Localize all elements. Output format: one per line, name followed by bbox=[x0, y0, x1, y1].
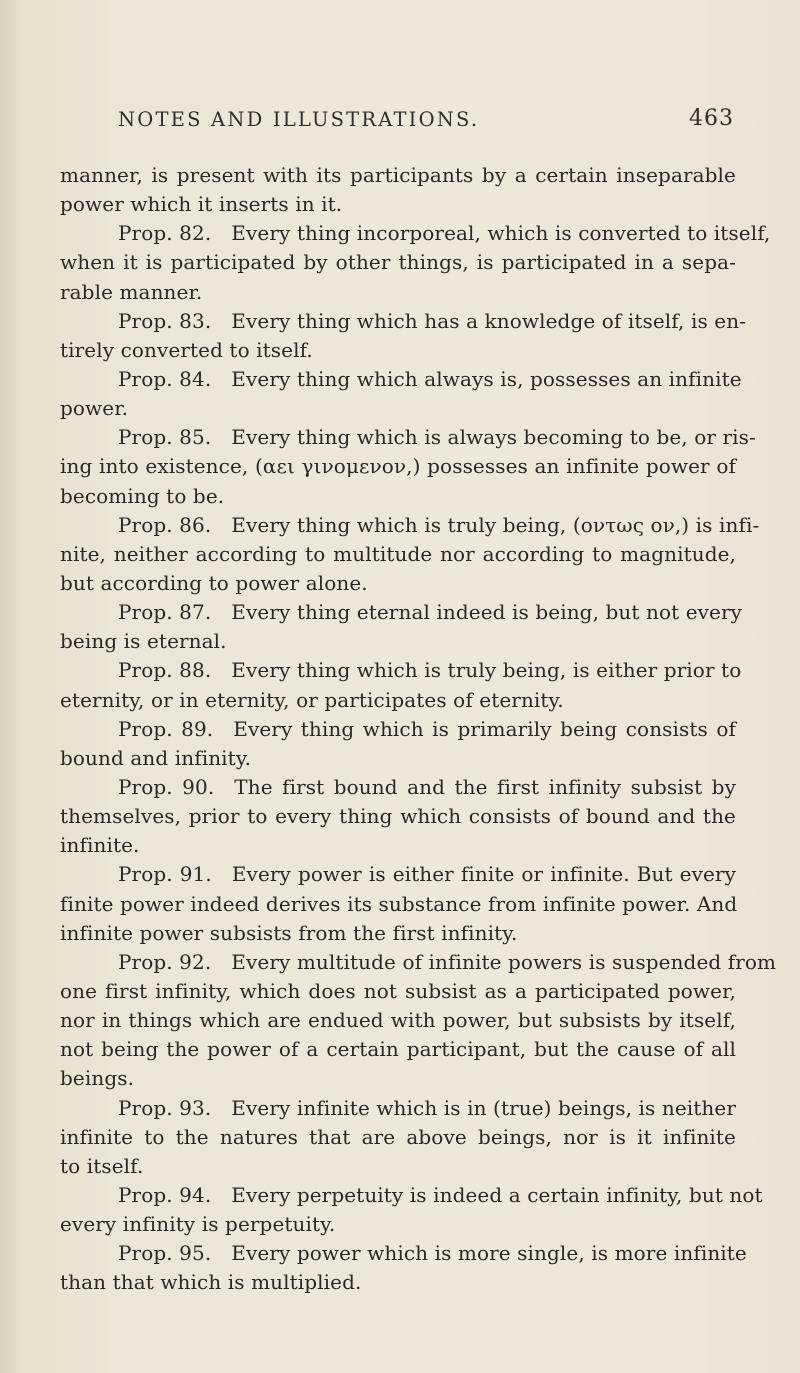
proposition-text: Every thing eternal indeed is being, but not every bbox=[231, 600, 743, 625]
text-line: eternity, or in eternity, or participates of eternity. bbox=[60, 687, 564, 712]
proposition-label: Prop. 93. bbox=[118, 1095, 212, 1120]
text-line: but according to power alone. bbox=[60, 570, 368, 595]
proposition-paragraph bbox=[60, 1094, 736, 1181]
proposition-paragraph bbox=[60, 1239, 747, 1297]
proposition-paragraph bbox=[60, 598, 743, 656]
proposition-text: Every multitude of infinite powers is suspended from bbox=[231, 949, 777, 974]
proposition-paragraph bbox=[60, 219, 771, 306]
text-line: not being the power of a certain participant, but the cause of all bbox=[60, 1037, 736, 1062]
proposition-paragraph bbox=[60, 423, 756, 510]
proposition-label: Prop. 92. bbox=[118, 949, 212, 974]
proposition-paragraph bbox=[60, 715, 736, 773]
text-line bbox=[60, 860, 736, 889]
text-line: one first infinity, which does not subsist as a participated power, bbox=[60, 978, 736, 1003]
text-line: bound and infinity. bbox=[60, 745, 252, 770]
text-line bbox=[60, 423, 756, 452]
text-line bbox=[60, 511, 760, 540]
text-line: tirely converted to itself. bbox=[60, 337, 313, 362]
text-line: being is eternal. bbox=[60, 629, 227, 654]
text-line: becoming to be. bbox=[60, 483, 225, 508]
text-line: when it is participated by other things, is participated in a sepa- bbox=[60, 250, 736, 275]
proposition-label: Prop. 90. bbox=[118, 774, 215, 799]
proposition-paragraph bbox=[60, 860, 736, 947]
proposition-paragraph bbox=[60, 948, 777, 1094]
proposition-paragraph bbox=[60, 656, 742, 714]
proposition-label: Prop. 95. bbox=[118, 1241, 212, 1266]
text-line: beings. bbox=[60, 1066, 135, 1091]
proposition-paragraph bbox=[60, 365, 742, 423]
text-line bbox=[60, 1239, 747, 1268]
proposition-label: Prop. 88. bbox=[118, 658, 212, 683]
text-line: nite, neither according to multitude nor according to magnitude, bbox=[60, 541, 736, 566]
text-line: themselves, prior to every thing which consists of bound and the bbox=[60, 804, 736, 829]
proposition-label: Prop. 91. bbox=[118, 862, 212, 887]
running-title: NOTES AND ILLUSTRATIONS. bbox=[118, 108, 480, 131]
proposition-label: Prop. 94. bbox=[118, 1182, 212, 1207]
proposition-text: Every power is either finite or infinite. But every bbox=[231, 862, 736, 887]
text-line: manner, is present with its participants by a certain inseparable bbox=[60, 163, 736, 187]
proposition-text: The first bound and the first infinity subsist by bbox=[234, 774, 736, 799]
text-line bbox=[60, 1094, 736, 1123]
propositions-list bbox=[60, 219, 777, 1297]
page-header bbox=[70, 108, 734, 148]
proposition-text: Every thing incorporeal, which is converted to itself, bbox=[231, 221, 771, 246]
proposition-text: Every thing which is truly being, (οντως ον,) is infi- bbox=[231, 512, 760, 537]
text-line bbox=[60, 307, 747, 336]
proposition-label: Prop. 85. bbox=[118, 425, 212, 450]
proposition-text: Every thing which has a knowledge of itself, is en- bbox=[231, 308, 747, 333]
proposition-text: Every thing which is truly being, is either prior to bbox=[231, 658, 742, 683]
proposition-text: Every infinite which is in (true) beings, is neither bbox=[231, 1095, 736, 1120]
body-text bbox=[60, 161, 777, 1297]
proposition-label: Prop. 86. bbox=[118, 512, 212, 537]
text-line: finite power indeed derives its substance from infinite power. And bbox=[60, 891, 738, 916]
text-line: infinite. bbox=[60, 833, 140, 858]
text-line bbox=[60, 598, 743, 627]
proposition-text: Every thing which always is, possesses an infinite bbox=[231, 366, 742, 391]
text-line: nor in things which are endued with power, but subsists by itself, bbox=[60, 1008, 736, 1033]
text-line: rable manner. bbox=[60, 279, 203, 304]
text-line: power which it inserts in it. bbox=[60, 192, 343, 217]
proposition-text: Every thing which is always becoming to be, or ris- bbox=[231, 425, 756, 450]
text-line: every infinity is perpetuity. bbox=[60, 1212, 336, 1237]
text-line bbox=[60, 219, 771, 248]
text-line bbox=[60, 1181, 763, 1210]
text-line: ing into existence, (αει γινομενον,) possesses an infinite power of bbox=[60, 454, 736, 479]
proposition-paragraph bbox=[60, 773, 736, 860]
text-line: to itself. bbox=[60, 1153, 144, 1178]
text-line: infinite power subsists from the first infinity. bbox=[60, 920, 518, 945]
page-number: 463 bbox=[689, 106, 734, 131]
proposition-paragraph bbox=[60, 511, 760, 598]
text-line bbox=[60, 715, 736, 744]
text-line bbox=[60, 365, 742, 394]
proposition-text: Every thing which is primarily being consists of bbox=[233, 716, 736, 741]
text-line bbox=[60, 773, 736, 802]
proposition-label: Prop. 82. bbox=[118, 221, 212, 246]
proposition-text: Every perpetuity is indeed a certain infinity, but not bbox=[231, 1182, 763, 1207]
proposition-label: Prop. 84. bbox=[118, 366, 212, 391]
proposition-label: Prop. 89. bbox=[118, 716, 214, 741]
proposition-paragraph bbox=[60, 307, 747, 365]
text-line: infinite to the natures that are above beings, nor is it infinite bbox=[60, 1124, 736, 1149]
text-line bbox=[60, 948, 777, 977]
text-line: than that which is multiplied. bbox=[60, 1270, 362, 1295]
text-line: power. bbox=[60, 396, 129, 421]
text-line bbox=[60, 656, 742, 685]
proposition-text: Every power which is more single, is more infinite bbox=[231, 1241, 747, 1266]
proposition-paragraph bbox=[60, 1181, 763, 1239]
proposition-label: Prop. 87. bbox=[118, 600, 212, 625]
proposition-label: Prop. 83. bbox=[118, 308, 212, 333]
